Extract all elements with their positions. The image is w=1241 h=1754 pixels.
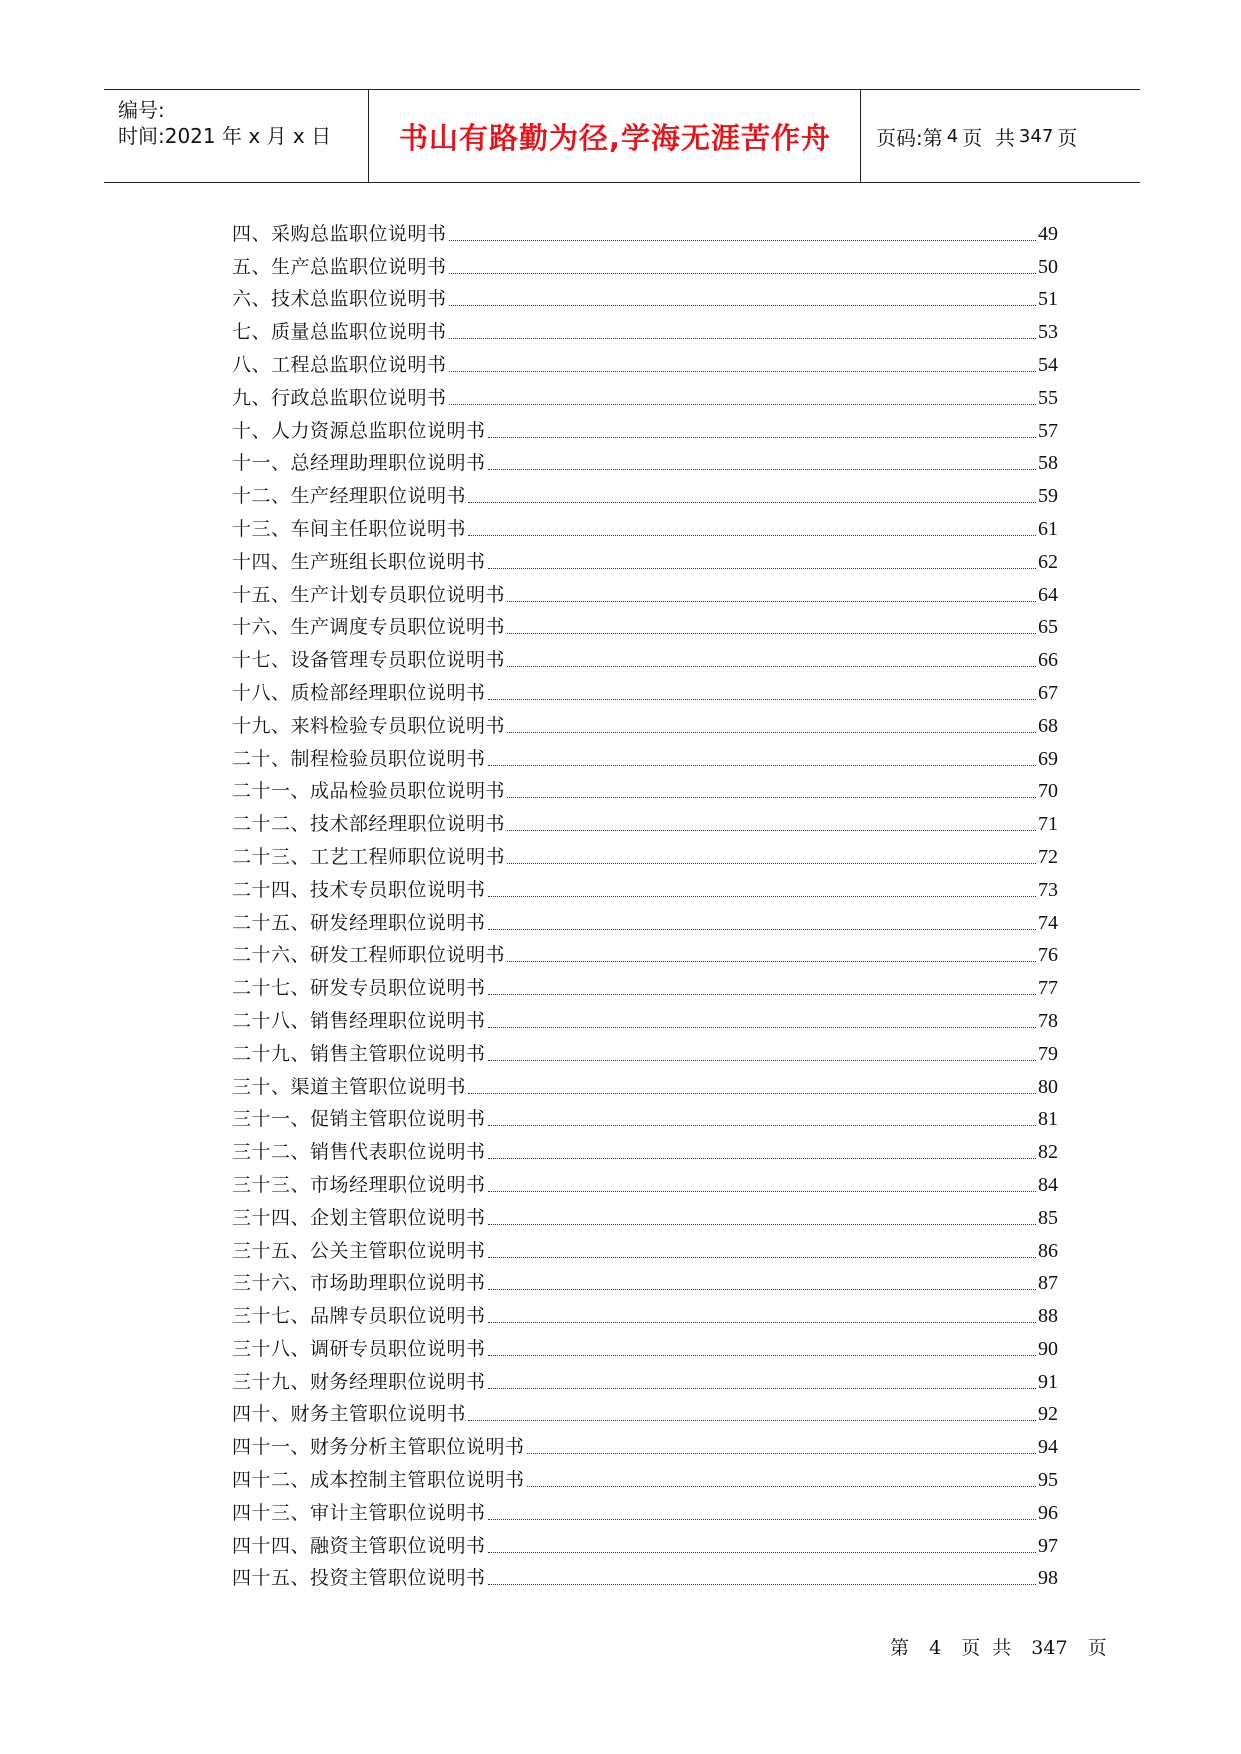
toc-dot-leader bbox=[488, 1125, 1036, 1126]
toc-dot-leader bbox=[449, 404, 1036, 405]
toc-entry-page: 58 bbox=[1038, 452, 1058, 475]
toc-entry-title: 十四、生产班组长职位说明书 bbox=[232, 550, 486, 573]
header-page-info bbox=[862, 90, 1140, 182]
toc-entry[interactable] bbox=[232, 836, 1058, 869]
toc-entry-page: 84 bbox=[1038, 1173, 1058, 1196]
toc-entry-page: 87 bbox=[1038, 1272, 1058, 1295]
toc-entry[interactable] bbox=[232, 639, 1058, 672]
toc-entry-page: 74 bbox=[1038, 911, 1058, 934]
header-motto: 书山有路勤为径,学海无涯苦作舟 bbox=[398, 120, 832, 155]
toc-entry-title: 十一、总经理助理职位说明书 bbox=[232, 452, 486, 475]
toc-entry[interactable] bbox=[232, 967, 1058, 1000]
toc-entry-page: 71 bbox=[1038, 813, 1058, 836]
toc-entry[interactable] bbox=[232, 902, 1058, 935]
toc-entry-page: 67 bbox=[1038, 681, 1058, 704]
toc-entry[interactable] bbox=[232, 1099, 1058, 1132]
toc-entry-page: 80 bbox=[1038, 1075, 1058, 1098]
toc-dot-leader bbox=[488, 1355, 1036, 1356]
toc-entry-title: 二十五、研发经理职位说明书 bbox=[232, 911, 486, 934]
toc-entry-page: 82 bbox=[1038, 1141, 1058, 1164]
toc-entry[interactable] bbox=[232, 344, 1058, 377]
toc-entry-title: 九、行政总监职位说明书 bbox=[232, 386, 447, 409]
page-prefix: 页码:第 bbox=[876, 125, 943, 150]
toc-entry[interactable] bbox=[232, 1492, 1058, 1525]
toc-entry[interactable] bbox=[232, 246, 1058, 279]
toc-dot-leader bbox=[488, 1388, 1036, 1389]
toc-dot-leader bbox=[488, 699, 1036, 700]
toc-entry-page: 72 bbox=[1038, 845, 1058, 868]
toc-entry[interactable] bbox=[232, 1131, 1058, 1164]
toc-entry[interactable] bbox=[232, 607, 1058, 640]
toc-dot-leader bbox=[507, 666, 1036, 667]
toc-entry-page: 55 bbox=[1038, 386, 1058, 409]
toc-entry-page: 51 bbox=[1038, 288, 1058, 311]
toc-entry-title: 十八、质检部经理职位说明书 bbox=[232, 681, 486, 704]
toc-dot-leader bbox=[488, 1060, 1036, 1061]
toc-dot-leader bbox=[488, 765, 1036, 766]
toc-entry-page: 76 bbox=[1038, 944, 1058, 967]
toc-entry-page: 88 bbox=[1038, 1305, 1058, 1328]
toc-entry-title: 三十六、市场助理职位说明书 bbox=[232, 1272, 486, 1295]
toc-entry-title: 二十、制程检验员职位说明书 bbox=[232, 747, 486, 770]
toc-dot-leader bbox=[468, 1093, 1036, 1094]
toc-entry[interactable] bbox=[232, 1295, 1058, 1328]
toc-entry[interactable] bbox=[232, 1000, 1058, 1033]
toc-entry-page: 79 bbox=[1038, 1042, 1058, 1065]
toc-dot-leader bbox=[468, 1420, 1036, 1421]
toc-entry-title: 十五、生产计划专员职位说明书 bbox=[232, 583, 506, 606]
toc-dot-leader bbox=[449, 338, 1036, 339]
toc-entry-page: 59 bbox=[1038, 485, 1058, 508]
toc-entry-title: 四十四、融资主管职位说明书 bbox=[232, 1534, 486, 1557]
toc-dot-leader bbox=[488, 994, 1036, 995]
toc-entry-page: 65 bbox=[1038, 616, 1058, 639]
toc-entry-page: 49 bbox=[1038, 222, 1058, 245]
toc-dot-leader bbox=[449, 305, 1036, 306]
toc-entry-title: 三十三、市场经理职位说明书 bbox=[232, 1173, 486, 1196]
toc-entry-title: 三十二、销售代表职位说明书 bbox=[232, 1141, 486, 1164]
toc-entry-title: 八、工程总监职位说明书 bbox=[232, 353, 447, 376]
toc-entry-page: 50 bbox=[1038, 255, 1058, 278]
toc-entry-page: 62 bbox=[1038, 550, 1058, 573]
time-label: 时间:2021 年 x 月 x 日 bbox=[118, 124, 332, 148]
page-total: 347 bbox=[1018, 125, 1054, 147]
toc-dot-leader bbox=[449, 240, 1036, 241]
toc-dot-leader bbox=[507, 830, 1036, 831]
toc-entry-title: 十、人力资源总监职位说明书 bbox=[232, 419, 486, 442]
toc-entry[interactable] bbox=[232, 1164, 1058, 1197]
toc-entry[interactable] bbox=[232, 213, 1058, 246]
toc-entry-title: 三十七、品牌专员职位说明书 bbox=[232, 1305, 486, 1328]
toc-entry[interactable] bbox=[232, 771, 1058, 804]
toc-dot-leader bbox=[507, 863, 1036, 864]
toc-entry[interactable] bbox=[232, 410, 1058, 443]
toc-entry-page: 96 bbox=[1038, 1501, 1058, 1524]
toc-entry-page: 68 bbox=[1038, 714, 1058, 737]
toc-entry[interactable] bbox=[232, 935, 1058, 968]
toc-entry-title: 四十一、财务分析主管职位说明书 bbox=[232, 1436, 525, 1459]
toc-entry-title: 六、技术总监职位说明书 bbox=[232, 288, 447, 311]
toc-entry-title: 二十二、技术部经理职位说明书 bbox=[232, 813, 506, 836]
page-mid: 页 共 bbox=[962, 125, 1015, 150]
toc-entry[interactable] bbox=[232, 508, 1058, 541]
toc-dot-leader bbox=[527, 1486, 1036, 1487]
toc-entry-page: 90 bbox=[1038, 1337, 1058, 1360]
footer-suffix: 页 bbox=[1087, 1637, 1107, 1659]
toc-entry[interactable] bbox=[232, 541, 1058, 574]
toc-entry[interactable] bbox=[232, 1197, 1058, 1230]
toc-entry-title: 三十、渠道主管职位说明书 bbox=[232, 1075, 467, 1098]
table-of-contents bbox=[232, 213, 1058, 1590]
toc-dot-leader bbox=[527, 1453, 1036, 1454]
toc-entry[interactable] bbox=[232, 1459, 1058, 1492]
page-suffix: 页 bbox=[1057, 125, 1078, 150]
toc-entry-title: 十六、生产调度专员职位说明书 bbox=[232, 616, 506, 639]
toc-entry-page: 57 bbox=[1038, 419, 1058, 442]
toc-dot-leader bbox=[507, 732, 1036, 733]
footer-mid: 页 共 bbox=[961, 1637, 1012, 1659]
header-divider bbox=[368, 90, 369, 182]
toc-entry[interactable] bbox=[232, 1263, 1058, 1296]
toc-dot-leader bbox=[488, 1519, 1036, 1520]
toc-entry[interactable] bbox=[232, 1066, 1058, 1099]
toc-entry-page: 61 bbox=[1038, 517, 1058, 540]
toc-entry-title: 二十四、技术专员职位说明书 bbox=[232, 878, 486, 901]
toc-entry-page: 95 bbox=[1038, 1469, 1058, 1492]
toc-entry[interactable] bbox=[232, 1033, 1058, 1066]
toc-dot-leader bbox=[488, 1224, 1036, 1225]
toc-entry[interactable] bbox=[232, 377, 1058, 410]
toc-entry[interactable] bbox=[232, 1426, 1058, 1459]
toc-dot-leader bbox=[488, 1584, 1036, 1585]
toc-dot-leader bbox=[488, 1191, 1036, 1192]
toc-dot-leader bbox=[488, 1158, 1036, 1159]
toc-dot-leader bbox=[488, 1322, 1036, 1323]
toc-entry-page: 86 bbox=[1038, 1239, 1058, 1262]
toc-entry-page: 78 bbox=[1038, 1009, 1058, 1032]
toc-entry-page: 81 bbox=[1038, 1108, 1058, 1131]
page-header bbox=[104, 89, 1140, 183]
toc-dot-leader bbox=[488, 1257, 1036, 1258]
toc-entry-title: 四十、财务主管职位说明书 bbox=[232, 1403, 467, 1426]
toc-entry[interactable] bbox=[232, 738, 1058, 771]
toc-entry-title: 二十三、工艺工程师职位说明书 bbox=[232, 845, 506, 868]
toc-entry-title: 三十八、调研专员职位说明书 bbox=[232, 1337, 486, 1360]
toc-dot-leader bbox=[468, 502, 1036, 503]
toc-entry[interactable] bbox=[232, 869, 1058, 902]
toc-entry-title: 四十五、投资主管职位说明书 bbox=[232, 1567, 486, 1590]
toc-entry-page: 70 bbox=[1038, 780, 1058, 803]
toc-dot-leader bbox=[449, 273, 1036, 274]
toc-entry[interactable] bbox=[232, 443, 1058, 476]
toc-entry[interactable] bbox=[232, 1230, 1058, 1263]
page-footer bbox=[890, 1633, 1115, 1660]
toc-entry-page: 77 bbox=[1038, 977, 1058, 1000]
toc-entry-title: 十二、生产经理职位说明书 bbox=[232, 485, 467, 508]
toc-entry-title: 二十七、研发专员职位说明书 bbox=[232, 977, 486, 1000]
toc-entry[interactable] bbox=[232, 672, 1058, 705]
header-divider bbox=[860, 90, 861, 182]
toc-entry-title: 十九、来料检验专员职位说明书 bbox=[232, 714, 506, 737]
footer-current: 4 bbox=[929, 1637, 942, 1659]
toc-entry[interactable] bbox=[232, 1525, 1058, 1558]
toc-entry-title: 三十一、促销主管职位说明书 bbox=[232, 1108, 486, 1131]
toc-dot-leader bbox=[507, 961, 1036, 962]
page-current: 4 bbox=[946, 125, 959, 147]
toc-entry-page: 91 bbox=[1038, 1370, 1058, 1393]
toc-entry[interactable] bbox=[232, 574, 1058, 607]
toc-dot-leader bbox=[488, 437, 1036, 438]
toc-dot-leader bbox=[488, 1289, 1036, 1290]
toc-entry-page: 69 bbox=[1038, 747, 1058, 770]
toc-dot-leader bbox=[488, 929, 1036, 930]
toc-entry-title: 三十四、企划主管职位说明书 bbox=[232, 1206, 486, 1229]
toc-entry-title: 三十九、财务经理职位说明书 bbox=[232, 1370, 486, 1393]
toc-entry-page: 54 bbox=[1038, 353, 1058, 376]
toc-dot-leader bbox=[468, 535, 1036, 536]
toc-dot-leader bbox=[507, 601, 1036, 602]
toc-entry-title: 二十八、销售经理职位说明书 bbox=[232, 1009, 486, 1032]
toc-entry[interactable] bbox=[232, 475, 1058, 508]
toc-entry-title: 五、生产总监职位说明书 bbox=[232, 255, 447, 278]
toc-entry-title: 七、质量总监职位说明书 bbox=[232, 321, 447, 344]
toc-dot-leader bbox=[507, 633, 1036, 634]
toc-entry[interactable] bbox=[232, 311, 1058, 344]
toc-entry[interactable] bbox=[232, 1361, 1058, 1394]
toc-entry-title: 二十六、研发工程师职位说明书 bbox=[232, 944, 506, 967]
toc-entry-page: 98 bbox=[1038, 1567, 1058, 1590]
toc-entry-title: 四十二、成本控制主管职位说明书 bbox=[232, 1469, 525, 1492]
toc-entry-page: 85 bbox=[1038, 1206, 1058, 1229]
toc-entry-title: 二十一、成品检验员职位说明书 bbox=[232, 780, 506, 803]
header-meta bbox=[104, 90, 368, 182]
toc-entry-page: 92 bbox=[1038, 1403, 1058, 1426]
toc-dot-leader bbox=[507, 797, 1036, 798]
toc-entry[interactable] bbox=[232, 1328, 1058, 1361]
toc-entry[interactable] bbox=[232, 1558, 1058, 1591]
toc-entry-page: 73 bbox=[1038, 878, 1058, 901]
toc-entry[interactable] bbox=[232, 803, 1058, 836]
toc-dot-leader bbox=[488, 896, 1036, 897]
toc-entry-title: 十三、车间主任职位说明书 bbox=[232, 517, 467, 540]
toc-dot-leader bbox=[488, 469, 1036, 470]
toc-entry-page: 94 bbox=[1038, 1436, 1058, 1459]
toc-entry-title: 三十五、公关主管职位说明书 bbox=[232, 1239, 486, 1262]
toc-dot-leader bbox=[488, 1027, 1036, 1028]
footer-prefix: 第 bbox=[890, 1637, 910, 1659]
footer-total: 347 bbox=[1031, 1637, 1068, 1659]
toc-entry-title: 二十九、销售主管职位说明书 bbox=[232, 1042, 486, 1065]
toc-entry[interactable] bbox=[232, 1394, 1058, 1427]
toc-entry-page: 53 bbox=[1038, 321, 1058, 344]
toc-entry[interactable] bbox=[232, 279, 1058, 312]
toc-entry-page: 66 bbox=[1038, 649, 1058, 672]
toc-entry[interactable] bbox=[232, 705, 1058, 738]
toc-entry-title: 四、采购总监职位说明书 bbox=[232, 222, 447, 245]
toc-dot-leader bbox=[488, 568, 1036, 569]
header-motto-cell bbox=[370, 90, 860, 182]
toc-entry-page: 97 bbox=[1038, 1534, 1058, 1557]
toc-dot-leader bbox=[449, 371, 1036, 372]
number-label: 编号: bbox=[118, 98, 165, 122]
toc-entry-page: 64 bbox=[1038, 583, 1058, 606]
toc-dot-leader bbox=[488, 1552, 1036, 1553]
toc-entry-title: 四十三、审计主管职位说明书 bbox=[232, 1501, 486, 1524]
toc-entry-title: 十七、设备管理专员职位说明书 bbox=[232, 649, 506, 672]
